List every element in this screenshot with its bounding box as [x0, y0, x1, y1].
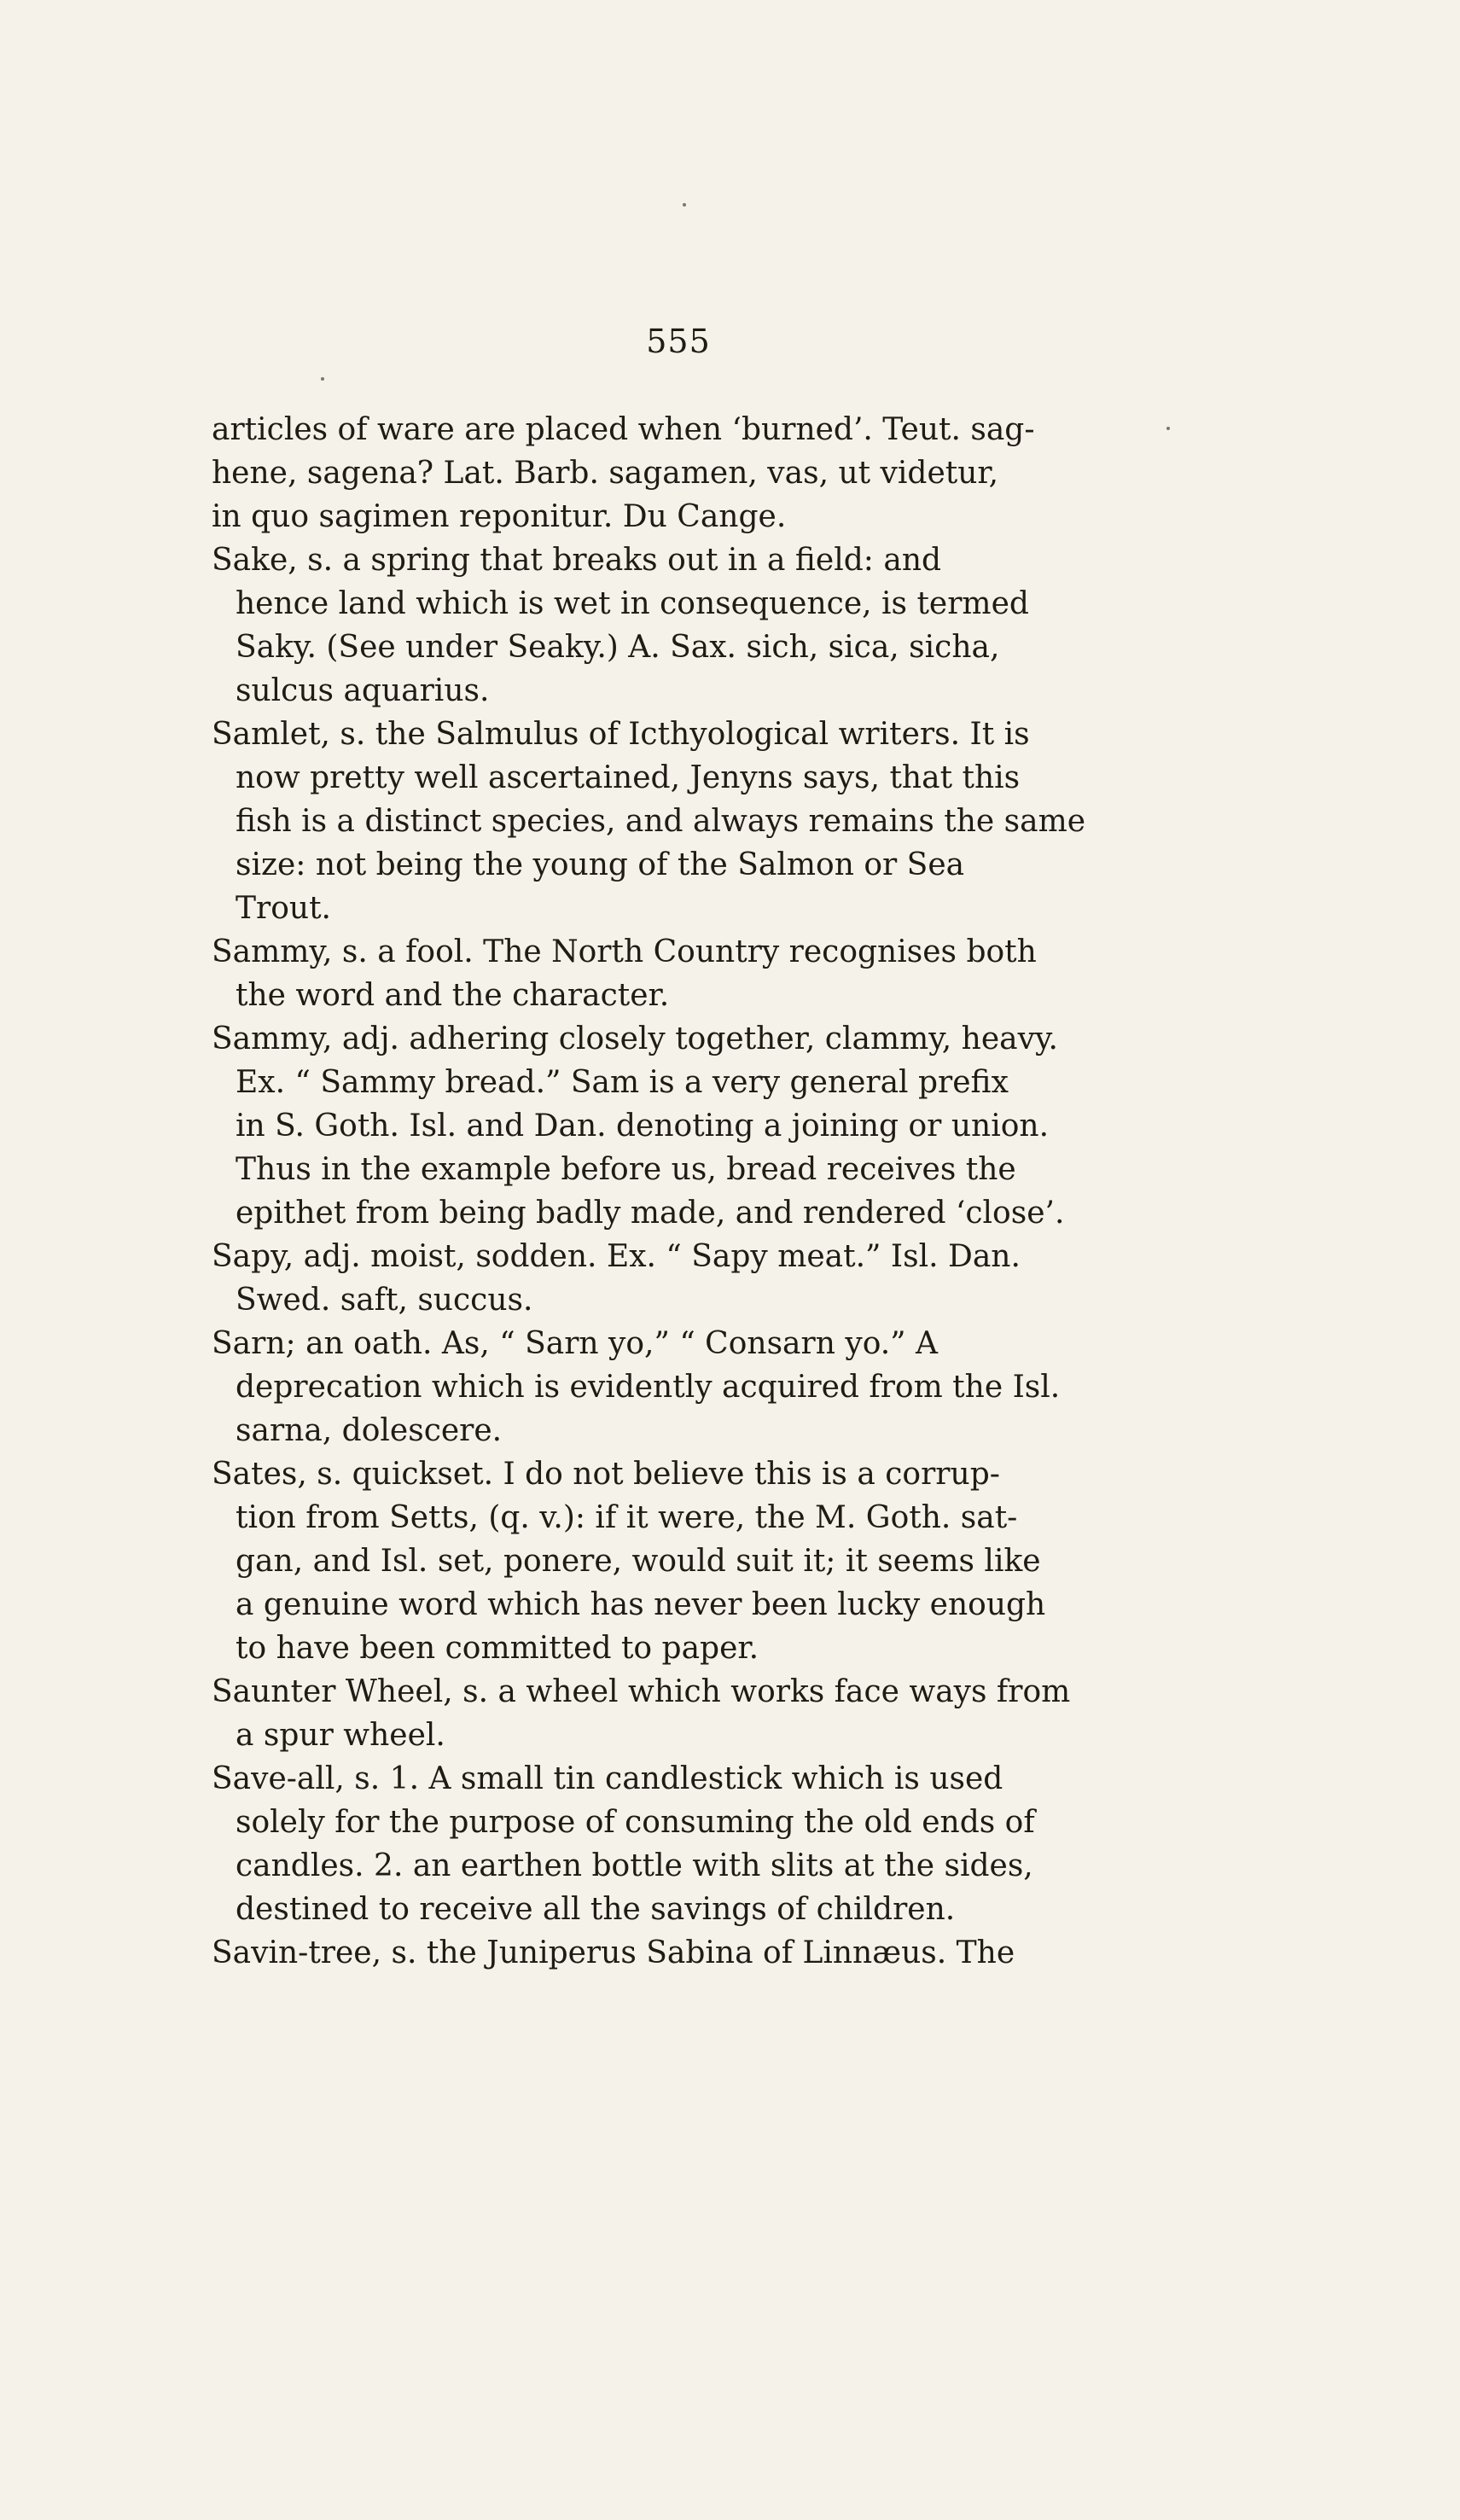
- text-line-23: deprecation which is evidently acquired from the Isl.: [236, 1370, 1061, 1405]
- text-line-31: a spur wheel.: [236, 1718, 445, 1753]
- text-line-21: Swed. saft, succus.: [236, 1283, 533, 1318]
- text-line-36: Savin-tree, s. the Juniperus Sabina of Linnæus. The: [212, 1935, 1015, 1970]
- text-line-13: Sammy, s. a fool. The North Country recognises both: [212, 934, 1037, 969]
- text-line-32: Save-all, s. 1. A small tin candlestick which is used: [212, 1761, 1003, 1796]
- text-line-4: Sake, s. a spring that breaks out in a field: and: [212, 543, 942, 578]
- text-line-2: hene, sagena? Lat. Barb. sagamen, vas, ut videtur,: [212, 456, 999, 491]
- text-line-9: now pretty well ascertained, Jenyns says, that this: [236, 760, 1021, 795]
- text-line-20: Sapy, adj. moist, sodden. Ex. “ Sapy meat.” Isl. Dan.: [212, 1239, 1021, 1274]
- dictionary-text-block: [212, 408, 1142, 1975]
- text-line-11: size: not being the young of the Salmon or Sea: [236, 847, 965, 882]
- text-line-3: in quo sagimen reponitur. Du Cange.: [212, 499, 787, 534]
- text-line-29: to have been committed to paper.: [236, 1631, 759, 1666]
- text-line-27: gan, and Isl. set, ponere, would suit it; it seems like: [236, 1544, 1041, 1579]
- text-line-10: fish is a distinct species, and always remains the same: [236, 804, 1086, 839]
- text-line-33: solely for the purpose of consuming the old ends of: [236, 1805, 1035, 1840]
- text-line-34: candles. 2. an earthen bottle with slits at the sides,: [236, 1848, 1033, 1883]
- text-line-14: the word and the character.: [236, 978, 670, 1013]
- text-line-5: hence land which is wet in consequence, is termed: [236, 586, 1029, 621]
- text-line-17: in S. Goth. Isl. and Dan. denoting a joining or union.: [236, 1109, 1050, 1144]
- text-line-26: tion from Setts, (q. v.): if it were, the M. Goth. sat-: [236, 1500, 1018, 1535]
- text-line-7: sulcus aquarius.: [236, 673, 490, 708]
- print-speck: [1166, 427, 1170, 430]
- page-number: 555: [646, 323, 711, 360]
- text-line-8: Samlet, s. the Salmulus of Icthyological writers. It is: [212, 717, 1030, 752]
- text-line-30: Saunter Wheel, s. a wheel which works face ways from: [212, 1674, 1071, 1709]
- text-line-22: Sarn; an oath. As, “ Sarn yo,” “ Consarn yo.” A: [212, 1326, 939, 1361]
- text-line-19: epithet from being badly made, and rendered ‘close’.: [236, 1196, 1065, 1231]
- text-line-25: Sates, s. quickset. I do not believe this is a corrup-: [212, 1457, 1000, 1492]
- text-line-35: destined to receive all the savings of children.: [236, 1892, 956, 1927]
- text-line-12: Trout.: [236, 891, 331, 926]
- print-speck: [321, 377, 324, 381]
- text-line-18: Thus in the example before us, bread receives the: [236, 1152, 1016, 1187]
- text-line-15: Sammy, adj. adhering closely together, clammy, heavy.: [212, 1021, 1058, 1056]
- text-line-6: Saky. (See under Seaky.) A. Sax. sich, sica, sicha,: [236, 630, 1000, 665]
- text-line-28: a genuine word which has never been lucky enough: [236, 1587, 1046, 1622]
- text-line-1: articles of ware are placed when ‘burned’. Teut. sag-: [212, 412, 1035, 447]
- print-speck: [683, 203, 686, 207]
- text-line-24: sarna, dolescere.: [236, 1413, 503, 1448]
- text-line-16: Ex. “ Sammy bread.” Sam is a very general prefix: [236, 1065, 1009, 1100]
